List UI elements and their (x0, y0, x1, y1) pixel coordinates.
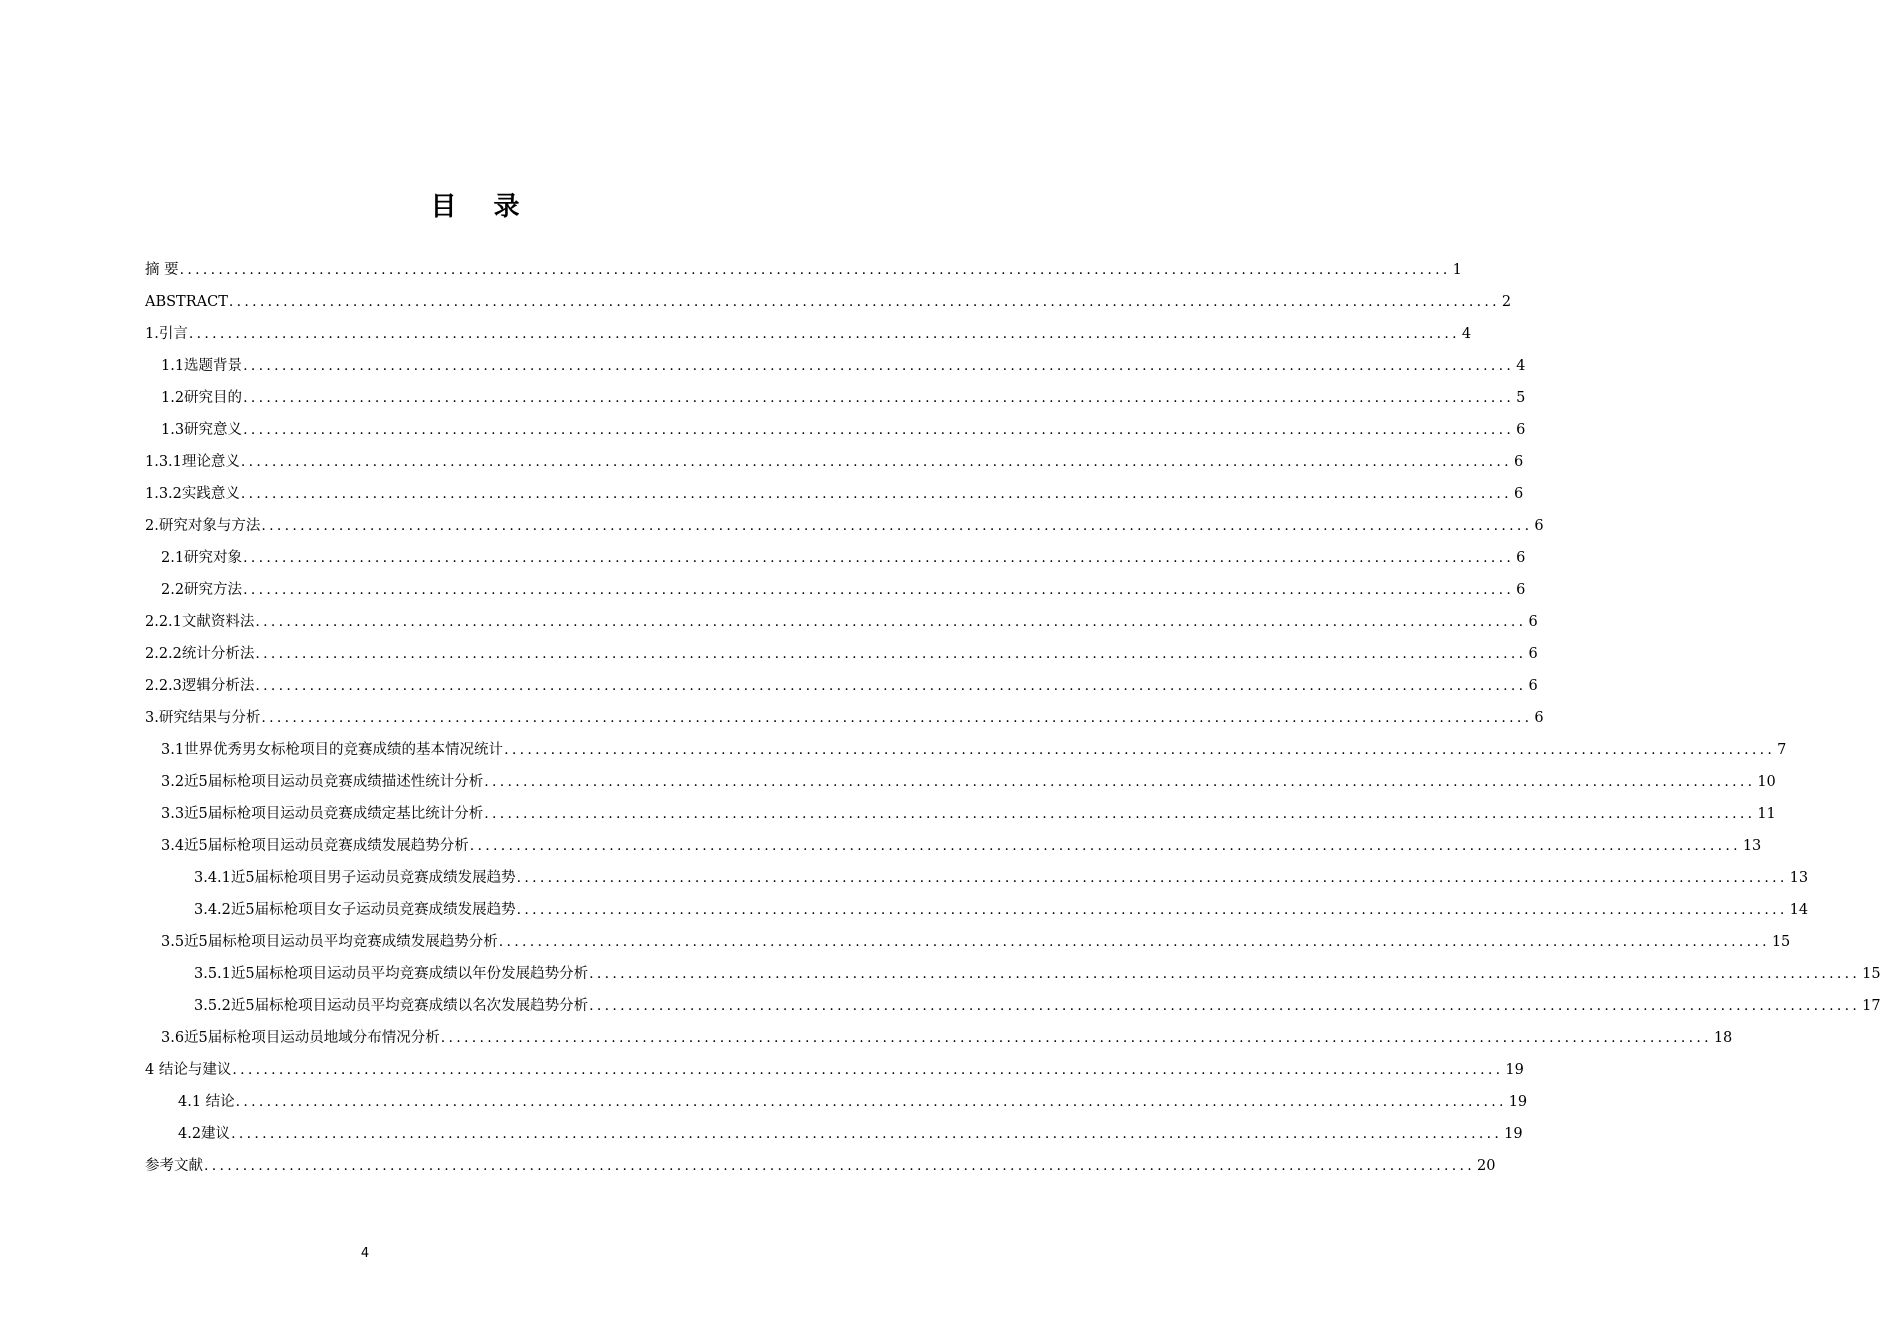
toc-entry-page: 18 (1713, 1030, 1733, 1046)
toc-entry-page: 14 (1789, 902, 1809, 918)
toc-leader-dots: .................................................................................................................................................................... (255, 646, 1527, 662)
toc-entry-text: 3.4.2近5届标枪项目女子运动员竞赛成绩发展趋势 (194, 902, 516, 918)
toc-entry-page: 6 (1528, 646, 1538, 662)
toc-entry-text: 2.2.3逻辑分析法 (145, 678, 255, 694)
toc-entry-page: 6 (1534, 710, 1544, 726)
toc-entry-text: 1.2研究目的 (161, 390, 243, 406)
toc-entry[interactable] (178, 1122, 1523, 1146)
toc-entry[interactable] (194, 962, 1881, 986)
toc-entry-page: 15 (1862, 966, 1881, 982)
toc-entry-page: 2 (1501, 294, 1512, 310)
toc-entry[interactable] (161, 546, 1526, 570)
toc-entry[interactable] (145, 258, 1462, 282)
toc-leader-dots: .................................................................................................................................................................... (235, 1094, 1507, 1110)
toc-leader-dots: .................................................................................................................................................................... (516, 902, 1788, 918)
toc-leader-dots: .................................................................................................................................................................... (231, 1126, 1503, 1142)
toc-entry[interactable] (194, 994, 1881, 1018)
toc-entry-page: 13 (1789, 870, 1809, 886)
toc-entry[interactable] (161, 738, 1787, 762)
toc-entry-text: 3.4近5届标枪项目运动员竞赛成绩发展趋势分析 (161, 838, 469, 854)
toc-entry[interactable] (145, 290, 1512, 314)
toc-entry-text: 1.3.1理论意义 (145, 454, 240, 470)
toc-leader-dots: .................................................................................................................................................................... (261, 518, 1533, 534)
toc-entry[interactable] (161, 930, 1791, 954)
toc-entry[interactable] (161, 418, 1526, 442)
toc-entry-text: 3.1世界优秀男女标枪项目的竞赛成绩的基本情况统计 (161, 742, 504, 758)
toc-leader-dots: .................................................................................................................................................................... (255, 614, 1527, 630)
toc-entry-text: 2.2.2统计分析法 (145, 646, 255, 662)
toc-leader-dots: .................................................................................................................................................................... (232, 1062, 1504, 1078)
toc-leader-dots: .................................................................................................................................................................... (440, 1030, 1712, 1046)
toc-leader-dots: .................................................................................................................................................................... (243, 422, 1515, 438)
toc-entry-text: 1.3.2实践意义 (145, 486, 240, 502)
toc-leader-dots: .................................................................................................................................................................... (261, 710, 1533, 726)
toc-leader-dots: .................................................................................................................................................................... (243, 358, 1515, 374)
toc-entry[interactable] (161, 770, 1776, 794)
toc-leader-dots: .................................................................................................................................................................... (243, 582, 1515, 598)
toc-entry[interactable] (178, 1090, 1528, 1114)
toc-entry[interactable] (145, 1058, 1524, 1082)
toc-leader-dots: .................................................................................................................................................................... (504, 742, 1776, 758)
toc-entry-text: 摘 要 (145, 262, 179, 278)
toc-entry[interactable] (161, 578, 1526, 602)
toc-leader-dots: .................................................................................................................................................................... (589, 966, 1861, 982)
toc-entry[interactable] (145, 450, 1524, 474)
toc-entry[interactable] (161, 1026, 1733, 1050)
toc-entry[interactable] (145, 610, 1538, 634)
toc-leader-dots: .................................................................................................................................................................... (498, 934, 1770, 950)
toc-leader-dots: .................................................................................................................................................................... (240, 486, 1512, 502)
toc-entry-page: 4 (1461, 326, 1472, 342)
toc-leader-dots: .................................................................................................................................................................... (516, 870, 1788, 886)
toc-entry-page: 6 (1513, 454, 1524, 470)
toc-entry-page: 10 (1757, 774, 1776, 790)
toc-leader-dots: .................................................................................................................................................................... (240, 454, 1512, 470)
toc-entry-text: 2.2.1文献资料法 (145, 614, 255, 630)
toc-entry-text: 3.5.2近5届标枪项目运动员平均竞赛成绩以名次发展趋势分析 (194, 998, 589, 1014)
toc-entry[interactable] (161, 354, 1526, 378)
toc-entry-text: 1.1选题背景 (161, 358, 243, 374)
toc-leader-dots: .................................................................................................................................................................... (484, 774, 1756, 790)
toc-entry-page: 7 (1777, 742, 1787, 758)
toc-entry-text: ABSTRACT (145, 294, 228, 310)
toc-entry[interactable] (145, 322, 1472, 346)
toc-entry-text: 3.2近5届标枪项目运动员竞赛成绩描述性统计分析 (161, 774, 484, 790)
toc-entry[interactable] (145, 674, 1538, 698)
toc-entry[interactable] (194, 866, 1809, 890)
toc-entry-text: 3.5近5届标枪项目运动员平均竞赛成绩发展趋势分析 (161, 934, 498, 950)
toc-leader-dots: .................................................................................................................................................................... (469, 838, 1741, 854)
toc-entry-page: 1 (1452, 262, 1462, 278)
page-title: 目 录 (430, 192, 534, 222)
toc-entry-page: 6 (1528, 678, 1538, 694)
toc-entry[interactable] (145, 482, 1524, 506)
toc-entry-page: 5 (1516, 390, 1526, 406)
toc-entry-text: 2.2研究方法 (161, 582, 243, 598)
toc-leader-dots: .................................................................................................................................................................... (255, 678, 1527, 694)
toc-entry-text: 3.5.1近5届标枪项目运动员平均竞赛成绩以年份发展趋势分析 (194, 966, 589, 982)
toc-entry-text: 3.3近5届标枪项目运动员竞赛成绩定基比统计分析 (161, 806, 484, 822)
toc-leader-dots: .................................................................................................................................................................... (204, 1158, 1476, 1174)
toc-entry-text: 1.3研究意义 (161, 422, 243, 438)
toc-entry-text: 2.1研究对象 (161, 550, 243, 566)
toc-entry-page: 6 (1516, 582, 1526, 598)
toc-entry-page: 6 (1513, 486, 1524, 502)
toc-entry[interactable] (145, 1154, 1496, 1178)
toc-entry-text: 4.2建议 (178, 1126, 231, 1142)
toc-leader-dots: .................................................................................................................................................................... (484, 806, 1756, 822)
toc-entry-page: 6 (1528, 614, 1538, 630)
toc-entry[interactable] (161, 802, 1776, 826)
toc-leader-dots: .................................................................................................................................................................... (243, 390, 1515, 406)
toc-entry[interactable] (161, 834, 1762, 858)
toc-entry-page: 19 (1505, 1062, 1524, 1078)
toc-entry[interactable] (145, 514, 1544, 538)
toc-entry-page: 19 (1508, 1094, 1528, 1110)
toc-entry-page: 11 (1757, 806, 1776, 822)
toc-entry-page: 4 (1516, 358, 1526, 374)
toc-leader-dots: .................................................................................................................................................................... (179, 262, 1451, 278)
toc-entry-text: 1.引言 (145, 326, 188, 342)
toc-entry-text: 4.1 结论 (178, 1094, 235, 1110)
toc-entry-text: 3.4.1近5届标枪项目男子运动员竞赛成绩发展趋势 (194, 870, 516, 886)
toc-leader-dots: .................................................................................................................................................................... (228, 294, 1500, 310)
toc-entry[interactable] (145, 642, 1538, 666)
toc-entry-page: 13 (1742, 838, 1762, 854)
toc-entry-text: 3.研究结果与分析 (145, 710, 261, 726)
toc-entry[interactable] (194, 898, 1809, 922)
toc-entry[interactable] (161, 386, 1526, 410)
toc-entry-text: 2.研究对象与方法 (145, 518, 261, 534)
toc-leader-dots: .................................................................................................................................................................... (188, 326, 1460, 342)
toc-entry-page: 17 (1862, 998, 1881, 1014)
toc-entry-text: 参考文献 (145, 1158, 203, 1174)
toc-entry-page: 15 (1771, 934, 1791, 950)
toc-entry[interactable] (145, 706, 1544, 730)
page-number: 4 (360, 1246, 370, 1261)
toc-entry-page: 20 (1477, 1158, 1496, 1174)
toc-leader-dots: .................................................................................................................................................................... (243, 550, 1515, 566)
toc-leader-dots: .................................................................................................................................................................... (589, 998, 1861, 1014)
toc-entry-page: 6 (1534, 518, 1544, 534)
toc-entry-text: 4 结论与建议 (145, 1062, 232, 1078)
toc-entry-page: 19 (1504, 1126, 1523, 1142)
toc-entry-text: 3.6近5届标枪项目运动员地域分布情况分析 (161, 1030, 440, 1046)
toc-entry-page: 6 (1516, 550, 1526, 566)
toc-entry-page: 6 (1516, 422, 1526, 438)
